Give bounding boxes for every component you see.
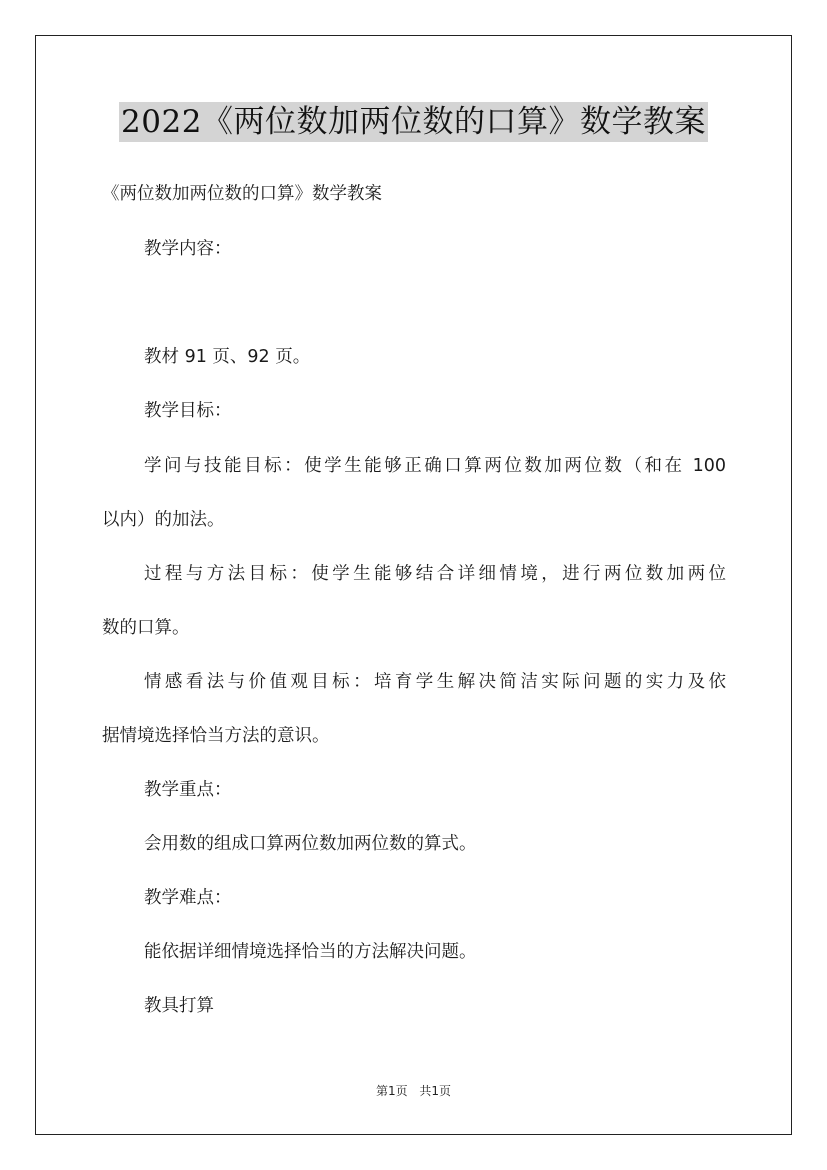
paragraph-difficulties: 教学难点： xyxy=(144,888,232,908)
paragraph-emotion-goal-line1: 情感看法与价值观目标：培育学生解决简洁实际问题的实力及依 xyxy=(144,672,726,692)
title-container xyxy=(0,102,827,142)
paragraph-textbook-pages: 教材 91 页、92 页。 xyxy=(144,347,311,367)
page-total: 共1页 xyxy=(419,1084,452,1098)
paragraph-knowledge-goal-line2: 以内）的加法。 xyxy=(102,510,225,530)
document-subtitle: 《两位数加两位数的口算》数学教案 xyxy=(102,184,382,204)
paragraph-teaching-content: 教学内容： xyxy=(144,239,232,259)
paragraph-teaching-goals: 教学目标： xyxy=(144,401,232,421)
page-number: 第1页 xyxy=(375,1084,408,1098)
document-title: 2022《两位数加两位数的口算》数学教案 xyxy=(121,104,706,140)
paragraph-key-points-content: 会用数的组成口算两位数加两位数的算式。 xyxy=(144,834,477,854)
paragraph-key-points: 教学重点： xyxy=(144,780,232,800)
paragraph-difficulties-content: 能依据详细情境选择恰当的方法解决问题。 xyxy=(144,942,477,962)
paragraph-process-goal-line1: 过程与方法目标：使学生能够结合详细情境，进行两位数加两位 xyxy=(144,564,726,584)
paragraph-knowledge-goal-line1: 学问与技能目标：使学生能够正确口算两位数加两位数（和在 100 xyxy=(144,456,726,476)
page-footer xyxy=(0,1083,827,1099)
paragraph-teaching-aids: 教具打算 xyxy=(144,996,214,1016)
paragraph-emotion-goal-line2: 据情境选择恰当方法的意识。 xyxy=(102,726,330,746)
paragraph-process-goal-line2: 数的口算。 xyxy=(102,618,190,638)
